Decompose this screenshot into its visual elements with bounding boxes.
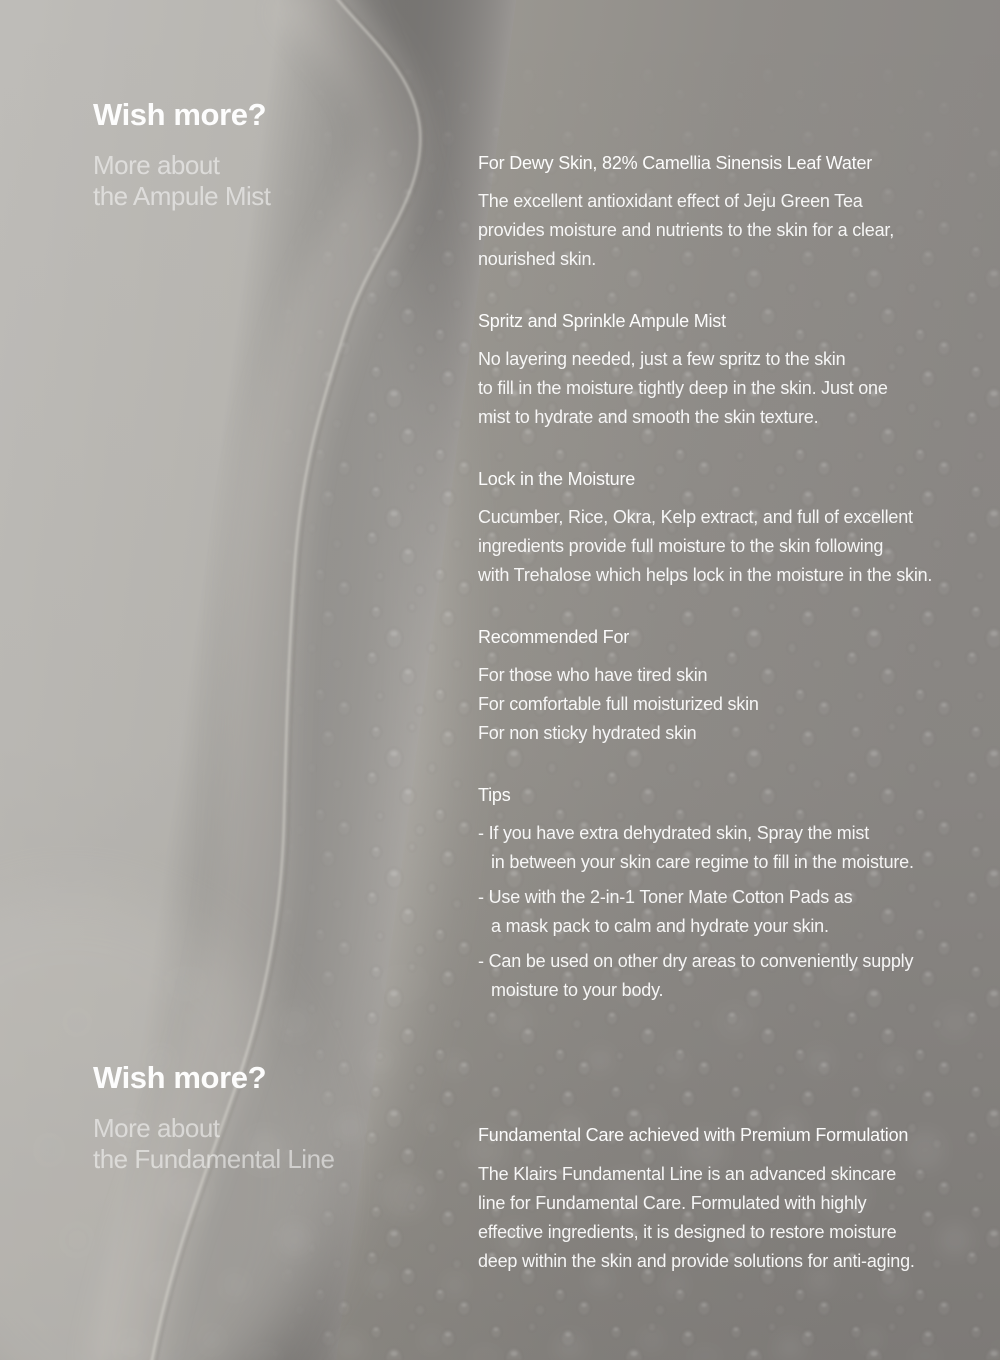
- subtitle-line: More about: [93, 150, 220, 180]
- section-subtitle: [93, 150, 270, 212]
- wish-more-title: Wish more?: [93, 97, 267, 132]
- text-line: line for Fundamental Care. Formulated with highly: [478, 1193, 867, 1213]
- section-header-fundamental-line: [93, 1059, 335, 1175]
- info-column-fundamental-line: [478, 1121, 1000, 1309]
- info-column-ampule-mist: [478, 149, 1000, 1038]
- block-heading: Recommended For: [478, 627, 630, 647]
- text-line: to fill in the moisture tightly deep in the skin. Just one: [478, 378, 888, 398]
- block-heading: Tips: [478, 785, 511, 805]
- tip-line: - Use with the 2-in-1 Toner Mate Cotton Pads as: [478, 887, 853, 907]
- info-block-recommended-for: [478, 623, 1000, 748]
- tip-item: [478, 819, 1000, 877]
- block-paragraph: [478, 1160, 1000, 1276]
- text-line: with Trehalose which helps lock in the moisture in the skin.: [478, 565, 933, 585]
- recommended-item: For non sticky hydrated skin: [478, 723, 697, 743]
- block-heading: Fundamental Care achieved with Premium Formulation: [478, 1125, 909, 1145]
- subtitle-line: the Fundamental Line: [93, 1144, 335, 1174]
- section-header-ampule-mist: [93, 96, 270, 212]
- recommended-item: For comfortable full moisturized skin: [478, 694, 759, 714]
- block-heading: Spritz and Sprinkle Ampule Mist: [478, 311, 726, 331]
- tip-line: moisture to your body.: [491, 980, 664, 1000]
- text-line: deep within the skin and provide solutions for anti-aging.: [478, 1251, 915, 1271]
- section-subtitle: [93, 1113, 335, 1175]
- block-paragraph: [478, 345, 1000, 432]
- block-paragraph: [478, 503, 1000, 590]
- text-line: No layering needed, just a few spritz to the skin: [478, 349, 846, 369]
- text-line: nourished skin.: [478, 249, 597, 269]
- tip-line: a mask pack to calm and hydrate your skin.: [491, 916, 829, 936]
- tip-line: in between your skin care regime to fill in the moisture.: [491, 852, 914, 872]
- text-line: provides moisture and nutrients to the skin for a clear,: [478, 220, 895, 240]
- subtitle-line: More about: [93, 1113, 220, 1143]
- text-line: ingredients provide full moisture to the skin following: [478, 536, 884, 556]
- tip-line: - If you have extra dehydrated skin, Spray the mist: [478, 823, 869, 843]
- recommended-list: [478, 661, 1000, 748]
- block-heading: Lock in the Moisture: [478, 469, 636, 489]
- block-heading: For Dewy Skin, 82% Camellia Sinensis Leaf Water: [478, 153, 873, 173]
- tip-item: [478, 947, 1000, 1005]
- info-block-dewy-skin: [478, 149, 1000, 274]
- info-block-tips: [478, 781, 1000, 1005]
- text-line: mist to hydrate and smooth the skin texture.: [478, 407, 819, 427]
- info-block-fundamental-care: [478, 1121, 1000, 1276]
- tip-line: - Can be used on other dry areas to conveniently supply: [478, 951, 914, 971]
- text-line: The Klairs Fundamental Line is an advanced skincare: [478, 1164, 897, 1184]
- block-paragraph: [478, 187, 1000, 274]
- text-line: effective ingredients, it is designed to restore moisture: [478, 1222, 897, 1242]
- info-block-spritz-sprinkle: [478, 307, 1000, 432]
- text-line: The excellent antioxidant effect of Jeju Green Tea: [478, 191, 863, 211]
- wish-more-title: Wish more?: [93, 1060, 267, 1095]
- recommended-item: For those who have tired skin: [478, 665, 708, 685]
- text-line: Cucumber, Rice, Okra, Kelp extract, and full of excellent: [478, 507, 913, 527]
- info-block-lock-moisture: [478, 465, 1000, 590]
- tip-item: [478, 883, 1000, 941]
- subtitle-line: the Ampule Mist: [93, 181, 271, 211]
